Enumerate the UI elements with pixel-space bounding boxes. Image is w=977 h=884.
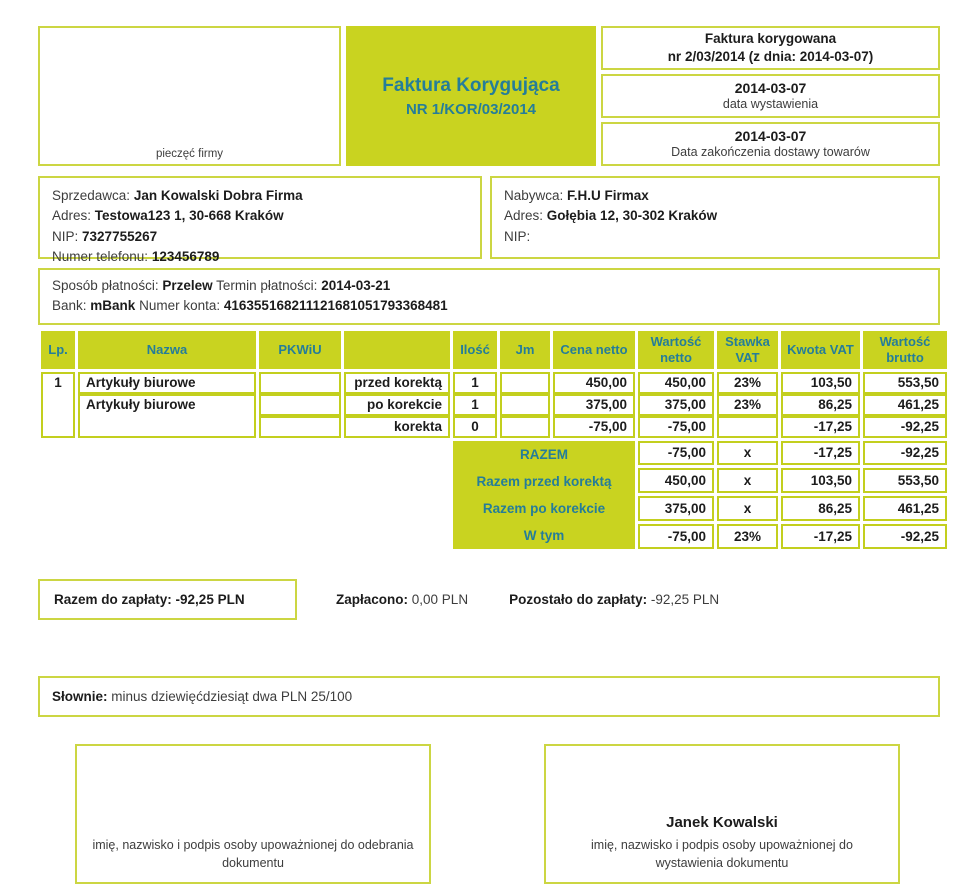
- summary-przed-net: 450,00: [638, 468, 714, 493]
- signature-box-receiver: [75, 744, 431, 884]
- stage-label-po: po korekcie: [344, 394, 450, 416]
- summary-label-po: Razem po korekcie: [482, 500, 606, 516]
- summary-label-przed: Razem przed korektą: [476, 473, 612, 489]
- buyer-address-label: Adres:: [504, 208, 544, 224]
- summary-po-gross: 461,25: [863, 496, 947, 521]
- summary-razem-gross: -92,25: [863, 441, 947, 466]
- seller-nip-line: [52, 227, 468, 247]
- buyer-address-line: [504, 206, 926, 226]
- totals-row: [38, 579, 940, 620]
- item-qty-przed: 1: [453, 372, 497, 394]
- invoice-title-box: [346, 26, 596, 166]
- seller-nip-label: NIP:: [52, 228, 79, 244]
- invoice-number: NR 1/KOR/03/2014: [405, 100, 537, 118]
- items-table-header: [38, 331, 950, 369]
- item-row-przed-korekta: [41, 372, 947, 394]
- buyer-nip-label: NIP:: [504, 228, 531, 244]
- remaining-line: [509, 592, 719, 607]
- signatures-row: [75, 744, 900, 884]
- summary-przed-vat-amount: 103,50: [781, 468, 860, 493]
- item-qty-korekta: 0: [453, 416, 497, 438]
- item-name-po: Artykuły biurowe: [78, 394, 256, 438]
- issue-date-label: data wystawienia: [722, 96, 819, 111]
- issue-date-box: [601, 74, 940, 118]
- col-header-nazwa: Nazwa: [78, 331, 256, 369]
- corrected-invoice-box: [601, 26, 940, 70]
- issue-date-value: 2014-03-07: [734, 79, 807, 96]
- item-pkwiu-po: [259, 394, 341, 416]
- col-header-ilosc: Ilość: [453, 331, 497, 369]
- summary-table: [38, 438, 950, 552]
- item-lp: 1: [41, 372, 75, 438]
- payment-term-label: Termin płatności:: [216, 278, 318, 293]
- summary-razem-vat-rate: x: [717, 441, 778, 466]
- total-due-box: [38, 579, 297, 620]
- col-header-stawka-vat: Stawka VAT: [717, 331, 778, 369]
- bank-line: [52, 296, 926, 316]
- payment-box: [38, 268, 940, 325]
- paid-label: Zapłacono:: [336, 591, 409, 607]
- paid-line: [336, 592, 468, 607]
- company-stamp-box: [38, 26, 341, 166]
- payment-method: Przelew: [162, 278, 213, 293]
- summary-wtym-vat-rate: 23%: [717, 524, 778, 549]
- payment-method-line: [52, 276, 926, 296]
- buyer-address: Gołębia 12, 30-302 Kraków: [546, 208, 718, 224]
- item-vat-amount-przed: 103,50: [781, 372, 860, 394]
- parties-row: [38, 176, 940, 264]
- item-vat-amount-korekta: -17,25: [781, 416, 860, 438]
- item-pkwiu-korekta: [259, 416, 341, 438]
- item-net-value-korekta: -75,00: [638, 416, 714, 438]
- company-stamp-label: pieczęć firmy: [155, 148, 224, 160]
- amount-in-words-text: minus dziewięćdziesiąt dwa PLN 25/100: [111, 688, 353, 704]
- seller-phone-label: Numer telefonu:: [52, 248, 149, 264]
- seller-phone: 123456789: [151, 248, 220, 264]
- col-header-wartosc-brutto: Wartość brutto: [863, 331, 947, 369]
- signature-box-issuer: [544, 744, 900, 884]
- col-header-jm: Jm: [500, 331, 550, 369]
- issuer-signature-caption: imię, nazwisko i podpis osoby upoważnionej do wystawienia dokumentu: [591, 838, 853, 871]
- issuer-signature-name: Janek Kowalski: [666, 814, 778, 832]
- items-table: [38, 372, 950, 438]
- seller-address: Testowa123 1, 30-668 Kraków: [94, 208, 284, 224]
- receiver-signature-caption: imię, nazwisko i podpis osoby upoważnionej do odebrania dokumentu: [92, 838, 414, 871]
- item-gross-value-przed: 553,50: [863, 372, 947, 394]
- col-header-stage: [344, 331, 450, 369]
- summary-przed-vat-rate: x: [717, 468, 778, 493]
- item-vat-amount-po: 86,25: [781, 394, 860, 416]
- summary-spacer: [41, 468, 450, 493]
- item-net-price-po: 375,00: [553, 394, 635, 416]
- item-unit-przed: [500, 372, 550, 394]
- total-due-value: -92,25 PLN: [175, 591, 245, 607]
- col-header-lp: Lp.: [41, 331, 75, 369]
- summary-razem-vat-amount: -17,25: [781, 441, 860, 466]
- amount-in-words-label: Słownie:: [52, 688, 108, 704]
- summary-spacer: [41, 441, 450, 466]
- seller-name-line: [52, 186, 468, 206]
- item-pkwiu-przed: [259, 372, 341, 394]
- summary-row-razem: [41, 441, 947, 466]
- buyer-label: Nabywca:: [504, 188, 564, 203]
- col-header-kwota-vat: Kwota VAT: [781, 331, 860, 369]
- item-net-price-przed: 450,00: [553, 372, 635, 394]
- bank-label: Bank:: [52, 298, 87, 314]
- buyer-nip-line: [504, 227, 926, 247]
- buyer-name: F.H.U Firmax: [567, 188, 649, 203]
- summary-label-razem: RAZEM: [520, 446, 568, 462]
- bank-name: mBank: [90, 298, 136, 314]
- summary-wtym-gross: -92,25: [863, 524, 947, 549]
- seller-label: Sprzedawca:: [52, 188, 131, 203]
- seller-nip: 7327755267: [82, 228, 158, 244]
- delivery-date-value: 2014-03-07: [734, 127, 807, 144]
- item-gross-value-korekta: -92,25: [863, 416, 947, 438]
- payment-term: 2014-03-21: [321, 278, 391, 293]
- item-unit-po: [500, 394, 550, 416]
- summary-po-vat-amount: 86,25: [781, 496, 860, 521]
- summary-przed-gross: 553,50: [863, 468, 947, 493]
- amount-in-words-box: [38, 676, 940, 717]
- summary-label-wtym: W tym: [523, 527, 565, 543]
- account-label: Numer konta:: [139, 298, 221, 314]
- seller-address-line: [52, 206, 468, 226]
- item-unit-korekta: [500, 416, 550, 438]
- summary-labels-block: [453, 441, 635, 549]
- buyer-name-line: [504, 186, 926, 206]
- item-row-po-korekcie: [41, 394, 947, 416]
- summary-spacer: [41, 524, 450, 549]
- account-number: 416355168211121681051793368481: [223, 298, 448, 314]
- delivery-date-label: Data zakończenia dostawy towarów: [671, 144, 870, 159]
- header-row: [38, 26, 940, 166]
- seller-address-label: Adres:: [52, 208, 92, 224]
- col-header-pkwiu: PKWiU: [259, 331, 341, 369]
- seller-box: [38, 176, 482, 264]
- col-header-wartosc-netto: Wartość netto: [638, 331, 714, 369]
- summary-spacer: [41, 496, 450, 521]
- buyer-box: [490, 176, 940, 259]
- seller-name: Jan Kowalski Dobra Firma: [133, 188, 303, 203]
- summary-wtym-vat-amount: -17,25: [781, 524, 860, 549]
- remaining-value: -92,25 PLN: [650, 591, 720, 607]
- invoice-meta-column: [601, 26, 940, 166]
- corrected-invoice-number: nr 2/03/2014 (z dnia: 2014-03-07): [667, 49, 874, 65]
- item-gross-value-po: 461,25: [863, 394, 947, 416]
- summary-po-net: 375,00: [638, 496, 714, 521]
- delivery-date-box: [601, 122, 940, 166]
- item-net-price-korekta: -75,00: [553, 416, 635, 438]
- stage-label-korekta: korekta: [344, 416, 450, 438]
- invoice-title: Faktura Korygująca: [382, 74, 560, 96]
- paid-value: 0,00 PLN: [411, 591, 469, 607]
- item-vat-rate-korekta: [717, 416, 778, 438]
- corrected-invoice-title: Faktura korygowana: [704, 31, 837, 46]
- item-vat-rate-po: 23%: [717, 394, 778, 416]
- summary-po-vat-rate: x: [717, 496, 778, 521]
- item-net-value-przed: 450,00: [638, 372, 714, 394]
- payment-method-label: Sposób płatności:: [52, 278, 159, 293]
- stage-label-przed: przed korektą: [344, 372, 450, 394]
- total-due-label: Razem do zapłaty:: [54, 591, 172, 607]
- item-name-przed: Artykuły biurowe: [78, 372, 256, 394]
- item-qty-po: 1: [453, 394, 497, 416]
- remaining-label: Pozostało do zapłaty:: [509, 591, 648, 607]
- item-vat-rate-przed: 23%: [717, 372, 778, 394]
- col-header-cena-netto: Cena netto: [553, 331, 635, 369]
- seller-phone-line: [52, 247, 468, 267]
- item-net-value-po: 375,00: [638, 394, 714, 416]
- summary-razem-net: -75,00: [638, 441, 714, 466]
- summary-wtym-net: -75,00: [638, 524, 714, 549]
